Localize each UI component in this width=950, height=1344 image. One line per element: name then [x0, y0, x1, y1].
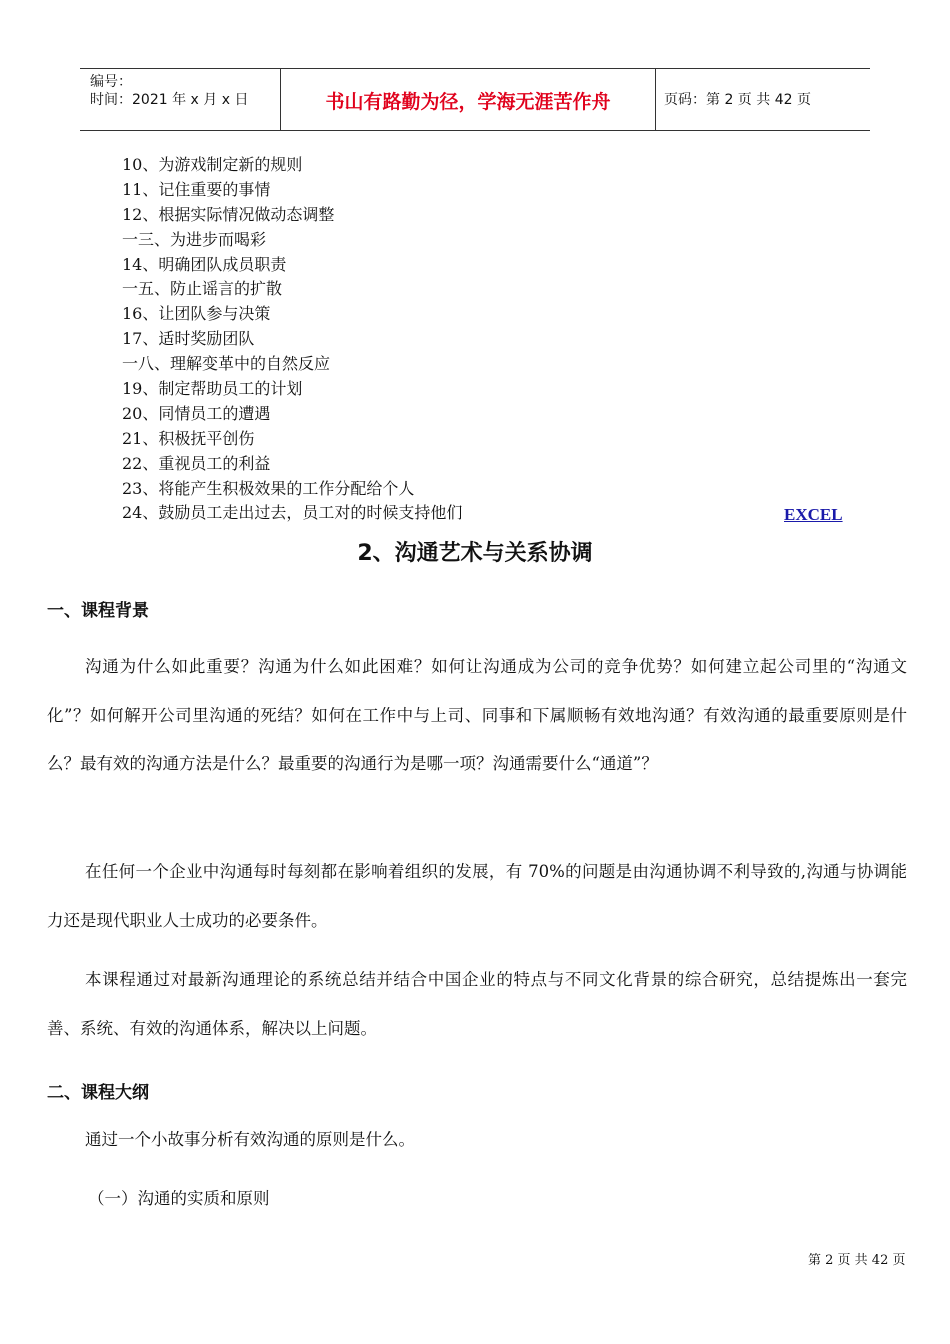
header-meta-cell — [80, 69, 280, 130]
list-item: 22、重视员工的利益 — [122, 453, 271, 473]
date-label: 时间：2021 年 x 月 x 日 — [90, 92, 249, 108]
header-motto-cell — [280, 69, 656, 130]
list-item: 20、同情员工的遭遇 — [122, 403, 271, 423]
list-item: 21、积极抚平创伤 — [122, 428, 255, 448]
page-info: 页码：第 2 页 共 42 页 — [664, 92, 811, 108]
list-item: 14、明确团队成员职责 — [122, 254, 287, 274]
outline-subheading: （一）沟通的实质和原则 — [88, 1189, 270, 1208]
list-item: 10、为游戏制定新的规则 — [122, 155, 303, 174]
list-item: 16、让团队参与决策 — [122, 304, 271, 324]
motto-text: 书山有路勤为径，学海无涯苦作舟 — [325, 91, 611, 113]
list-item: 一八、理解变革中的自然反应 — [122, 354, 331, 374]
list-item: 19、制定帮助员工的计划 — [122, 379, 303, 399]
serial-label: 编号： — [90, 74, 132, 90]
list-item: 17、适时奖励团队 — [122, 329, 255, 349]
paragraph-background-3: 本课程通过对最新沟通理论的系统总结并结合中国企业的特点与不同文化背景的综合研究，总结提炼出一套完善、系统、有效的沟通体系，解决以上问题。 — [47, 970, 907, 1038]
list-item: 12、根据实际情况做动态调整 — [122, 204, 335, 224]
page-header — [80, 68, 870, 131]
section-title: 2、沟通艺术与关系协调 — [357, 541, 593, 566]
section-heading-outline: 二、课程大纲 — [47, 1083, 149, 1103]
list-item: 一五、防止谣言的扩散 — [122, 279, 283, 299]
paragraph-background-1: 沟通为什么如此重要？沟通为什么如此困难？如何让沟通成为公司的竞争优势？如何建立起公司里的“沟通文化”？如何解开公司里沟通的死结？如何在工作中与上司、同事和下属顺畅有效地沟通？有效沟通的最重要原则是什么？最有效的沟通方法是什么？最重要的沟通行为是哪一项？沟通需要什么“通道”？ — [47, 657, 907, 773]
list-item: 24、鼓励员工走出过去，员工对的时候支持他们 — [122, 503, 463, 523]
section-heading-background: 一、课程背景 — [47, 601, 149, 621]
page-footer: 第 2 页 共 42 页 — [808, 1253, 906, 1268]
excel-link[interactable]: EXCEL — [784, 505, 843, 524]
outline-intro: 通过一个小故事分析有效沟通的原则是什么。 — [85, 1130, 415, 1149]
list-item: 11、记住重要的事情 — [122, 179, 271, 199]
list-item: 23、将能产生积极效果的工作分配给个人 — [122, 478, 415, 498]
header-page-cell — [655, 69, 870, 130]
paragraph-background-2: 在任何一个企业中沟通每时每刻都在影响着组织的发展，有 70%的问题是由沟通协调不利导致的,沟通与协调能力还是现代职业人士成功的必要条件。 — [47, 862, 907, 930]
tips-list — [122, 153, 462, 526]
list-item: 一三、为进步而喝彩 — [122, 229, 267, 249]
